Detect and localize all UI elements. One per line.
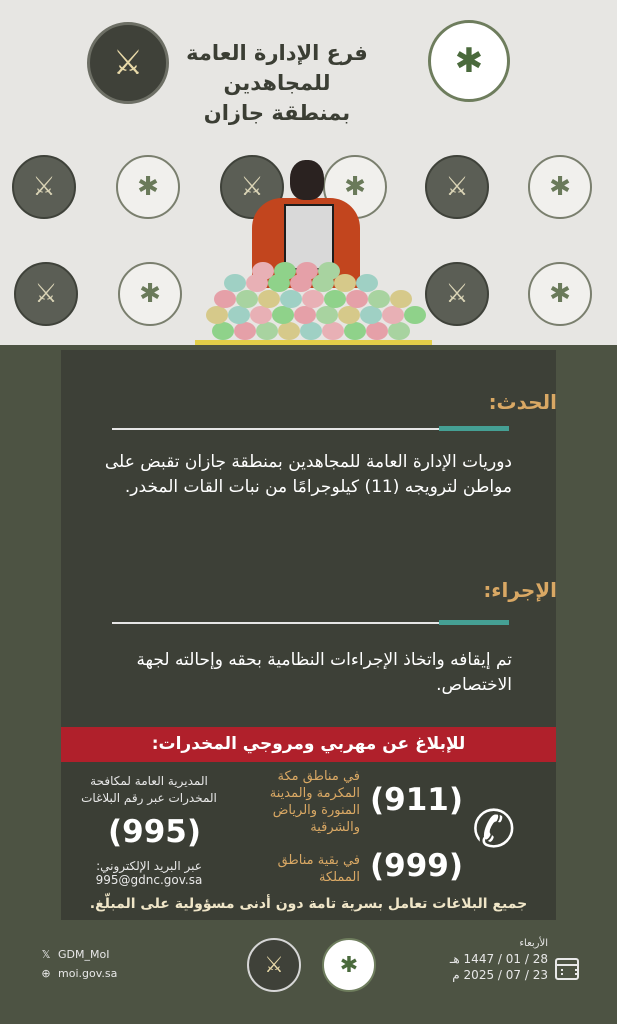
seized-bag	[296, 262, 318, 280]
seized-bag	[300, 322, 322, 340]
phone-icon: ✆	[472, 800, 516, 860]
regions-911: في مناطق مكة المكرمة والمدينة المنورة والرياض والشرقية	[269, 769, 360, 835]
seized-bag	[234, 322, 256, 340]
wall-emblem-icon: ✱	[528, 262, 592, 326]
seized-bag	[252, 262, 274, 280]
seized-bag	[316, 306, 338, 324]
seized-bag	[236, 290, 258, 308]
press-photo	[0, 0, 617, 345]
seized-bag	[382, 306, 404, 324]
seized-bag	[214, 290, 236, 308]
wall-emblem-icon: ✱	[528, 155, 592, 219]
seized-bag	[228, 306, 250, 324]
date-day: الأربعاء	[519, 938, 548, 949]
seized-bag	[324, 290, 346, 308]
org-title-line1: فرع الإدارة العامة للمجاهدين	[186, 41, 368, 95]
seized-bag	[272, 306, 294, 324]
gdnc-label: المديرية العامة لمكافحة المخدرات عبر رقم البلاغات	[81, 774, 217, 805]
seized-bag	[250, 306, 272, 324]
action-heading: الإجراء:	[483, 578, 557, 602]
number-995[interactable]: (995)	[108, 814, 202, 850]
wall-emblem-icon: ✱	[116, 155, 180, 219]
website-text: moi.gov.sa	[58, 967, 118, 980]
number-999[interactable]: (999)	[370, 848, 464, 884]
date-hijri: 28 / 01 / 1447 هـ	[449, 952, 548, 966]
report-banner: للإبلاغ عن مهربي ومروجي المخدرات:	[61, 727, 556, 762]
seized-bag	[224, 274, 246, 292]
date-gregorian: 23 / 07 / 2025 م	[452, 968, 548, 982]
wall-emblem-icon: ✱	[118, 262, 182, 326]
email-label: عبر البريد الإلكتروني:	[96, 859, 202, 873]
footer-moi-emblem-icon: ✱	[322, 938, 376, 992]
seized-bag	[206, 306, 228, 324]
event-divider-accent	[439, 426, 509, 431]
seized-bag	[366, 322, 388, 340]
x-logo-icon: 𝕏	[41, 948, 51, 961]
footer-gdm-emblem-icon: ⚔	[247, 938, 301, 992]
confidential-note: جميع البلاغات تعامل بسرية تامة دون أدنى مسؤولية على المبلّغ.	[89, 896, 528, 912]
seized-bags	[200, 262, 430, 342]
seized-bag	[356, 274, 378, 292]
seized-bag	[390, 290, 412, 308]
regions-999: في بقية مناطق المملكة	[277, 853, 360, 885]
globe-icon: ⊕	[41, 967, 51, 980]
seized-bag	[344, 322, 366, 340]
display-table	[195, 340, 432, 345]
seized-bag	[256, 322, 278, 340]
seized-bag	[258, 290, 280, 308]
wall-emblem-icon: ⚔	[14, 262, 78, 326]
email-link[interactable]: 995@gdnc.gov.sa	[95, 873, 203, 887]
number-911[interactable]: (911)	[370, 782, 464, 818]
wall-emblem-icon: ⚔	[425, 155, 489, 219]
wall-emblem-icon: ⚔	[220, 155, 284, 219]
seized-bag	[338, 306, 360, 324]
wall-emblem-icon: ⚔	[12, 155, 76, 219]
seized-bag	[278, 322, 300, 340]
seized-bag	[388, 322, 410, 340]
seized-bag	[294, 306, 316, 324]
wall-emblem-icon: ✱	[323, 155, 387, 219]
org-title	[147, 38, 407, 128]
twitter-handle[interactable]	[40, 948, 109, 961]
org-title-line2: بمنطقة جازان	[203, 101, 351, 125]
event-heading: الحدث:	[488, 390, 557, 414]
seized-bag	[360, 306, 382, 324]
action-text: تم إيقافه واتخاذ الإجراءات النظامية بحقه وإحالته لجهة الاختصاص.	[136, 650, 512, 695]
moi-emblem-icon: ✱	[428, 20, 510, 102]
seized-bag	[212, 322, 234, 340]
seized-bag	[346, 290, 368, 308]
seized-bag	[368, 290, 390, 308]
seized-bag	[280, 290, 302, 308]
action-divider-accent	[439, 620, 509, 625]
calendar-icon	[555, 958, 579, 980]
seized-bag	[322, 322, 344, 340]
seized-bag	[318, 262, 340, 280]
event-text: دوريات الإدارة العامة للمجاهدين بمنطقة جازان تقبض على مواطن لترويجه (11) كيلوجرامًا من نبات القات المخدر.	[104, 452, 512, 497]
gdm-emblem-icon: ⚔	[87, 22, 169, 104]
seized-bag	[404, 306, 426, 324]
seized-bag	[274, 262, 296, 280]
twitter-handle-text: GDM_MoI	[58, 948, 110, 961]
seized-bag	[302, 290, 324, 308]
website-link[interactable]	[40, 967, 117, 980]
wall-emblem-icon: ⚔	[425, 262, 489, 326]
